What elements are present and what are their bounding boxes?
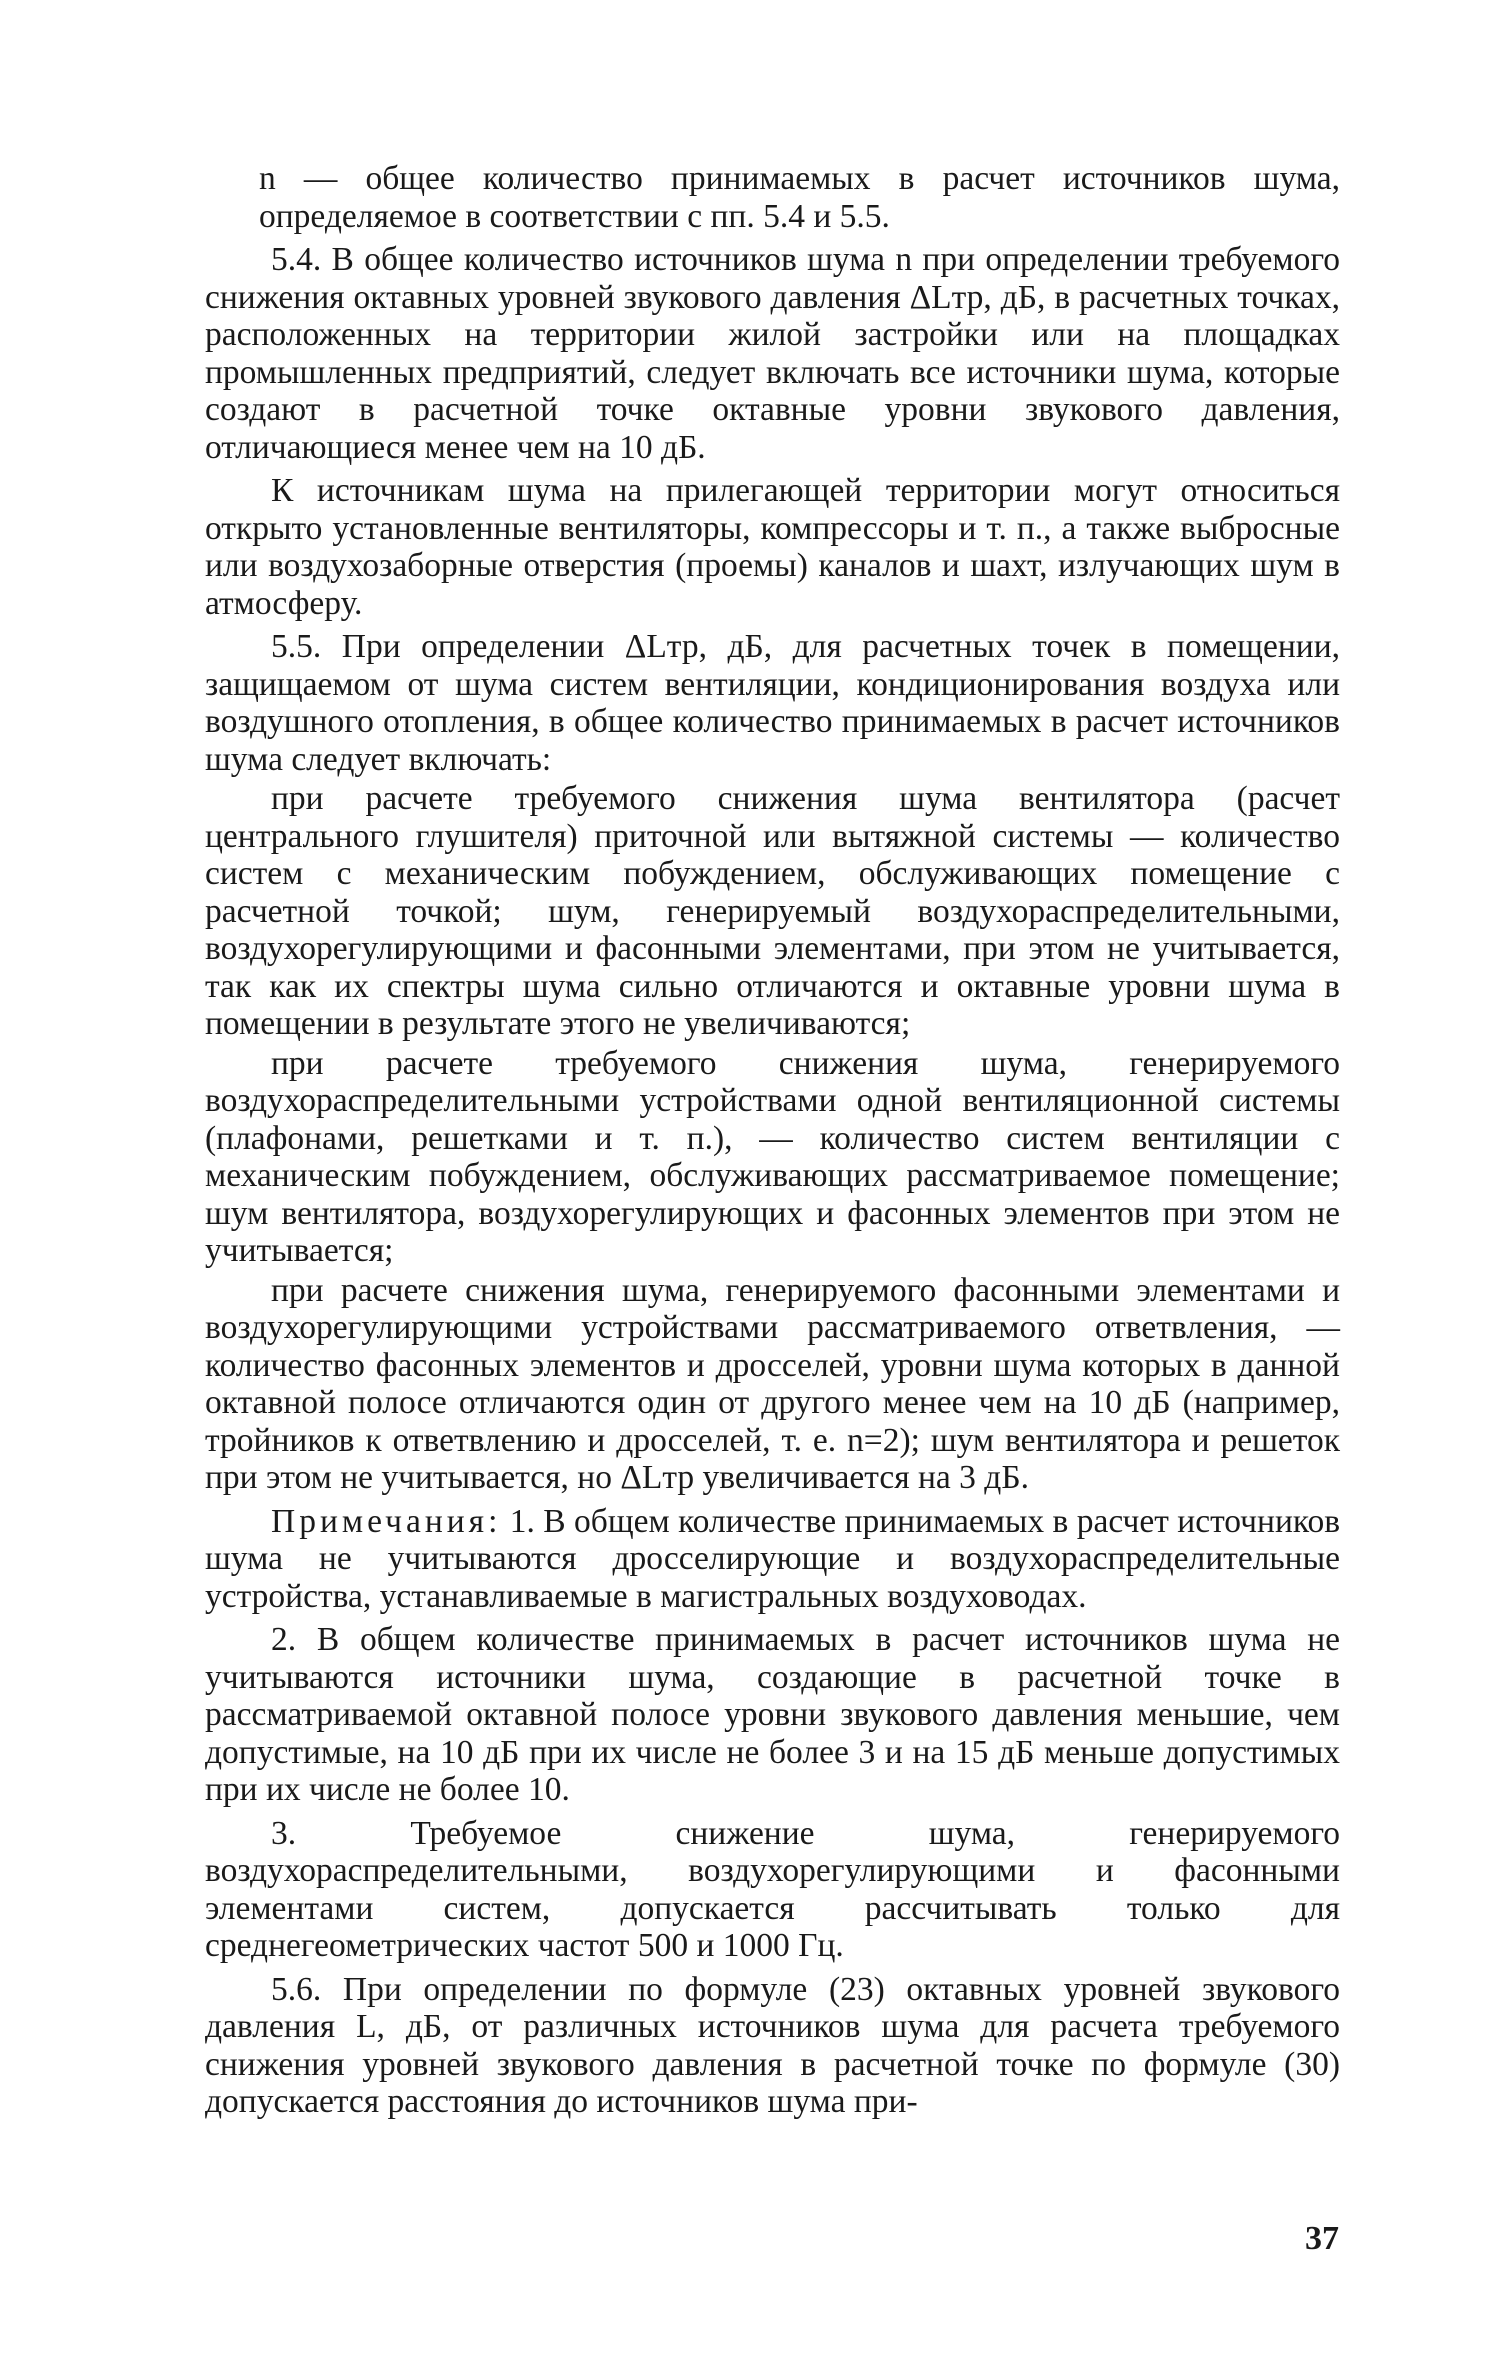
paragraph-5-5-diffusers	[205, 1045, 1340, 1270]
notes-label: Примечания:	[271, 1502, 502, 1540]
page-number: 37	[1305, 2220, 1339, 2257]
document-page	[205, 160, 1340, 2121]
paragraph-5-4	[205, 241, 1340, 466]
note-2	[205, 1621, 1340, 1809]
note-3	[205, 1815, 1340, 1965]
paragraph-text: 5.4. В общее количество источников шума n при определении требуемого снижения октавных уровней звукового давления ΔLтр, дБ, в расчетных точках, расположенных на территории жилой застройки или на площадках промышленных предприятий, следует включать все источники шума, которые создают в расчетной точке октавные уровни звукового давления, отличающиеся менее чем на 10 дБ.	[205, 241, 1340, 466]
paragraph-text: 3. Требуемое снижение шума, генерируемого воздухораспределительными, воздухорегулирующими и фасонными элементами систем, допускается рассчитывать только для среднегеометрических частот 500 и 1000 Гц.	[205, 1814, 1340, 1964]
paragraph-text: при расчете снижения шума, генерируемого фасонными элементами и воздухорегулирующими устройствами рассматриваемого ответвления, — количество фасонных элементов и дросселей, уровни шума которых в данной октавной полосе отличаются один от другого менее чем на 10 дБ (например, тройников к ответвлению и дросселей, т. е. n=2); шум вентилятора и решеток при этом не учитывается, но ΔLтр увеличивается на 3 дБ.	[205, 1271, 1340, 1496]
note-1	[205, 1503, 1340, 1616]
paragraph-text: 1. В общем количестве принимаемых в расчет источников шума не учитываются дросселирующие и воздухораспределительные устройства, устанавливаемые в магистральных воздуховодах.	[205, 1502, 1341, 1615]
paragraph-5-4-sources	[205, 472, 1340, 622]
paragraph-text: n — общее количество принимаемых в расчет источников шума, определяемое в соответствии с пп. 5.4 и 5.5.	[259, 160, 1340, 235]
paragraph-5-5-fittings	[205, 1272, 1340, 1497]
paragraph-text: К источникам шума на прилегающей территории могут относиться открыто установленные вентиляторы, компрессоры и т. п., а также выбросные или воздухозаборные отверстия (проемы) каналов и шахт, излучающих шум в атмосферу.	[205, 472, 1340, 622]
paragraph-5-5-fan	[205, 780, 1340, 1043]
paragraph-5-5	[205, 628, 1340, 778]
paragraph-5-6	[205, 1971, 1340, 2121]
paragraph-text: 5.5. При определении ΔLтр, дБ, для расчетных точек в помещении, защищаемом от шума систем вентиляции, кондиционирования воздуха или воздушного отопления, в общее количество принимаемых в расчет источников шума следует включать:	[205, 628, 1340, 778]
paragraph-text: при расчете требуемого снижения шума, генерируемого воздухораспределительными устройствами одной вентиляционной системы (плафонами, решетками и т. п.), — количество систем вентиляции с механическим побуждением, обслуживающих рассматриваемое помещение; шум вентилятора, воздухорегулирующих и фасонных элементов при этом не учитывается;	[205, 1044, 1340, 1269]
paragraph-text: 2. В общем количестве принимаемых в расчет источников шума не учитываются источники шума, создающие в расчетной точке в рассматриваемой октавной полосе уровни звукового давления меньшие, чем допустимые, на 10 дБ при их числе не более 3 и на 15 дБ меньше допустимых при их числе не более 10.	[205, 1621, 1340, 1808]
paragraph-text: при расчете требуемого снижения шума вентилятора (расчет центрального глушителя) приточной или вытяжной системы — количество систем с механическим побуждением, обслуживающих помещение с расчетной точкой; шум, генерируемый воздухораспределительными, воздухорегулирующими и фасонными элементами, при этом не учитывается, так как их спектры шума сильно отличаются и октавные уровни шума в помещении в результате этого не увеличиваются;	[205, 780, 1340, 1042]
paragraph-text: 5.6. При определении по формуле (23) октавных уровней звукового давления L, дБ, от различных источников шума для расчета требуемого снижения уровней звукового давления в расчетной точке по формуле (30) допускается расстояния до источников шума при-	[205, 1970, 1340, 2120]
definition-n	[205, 160, 1340, 235]
